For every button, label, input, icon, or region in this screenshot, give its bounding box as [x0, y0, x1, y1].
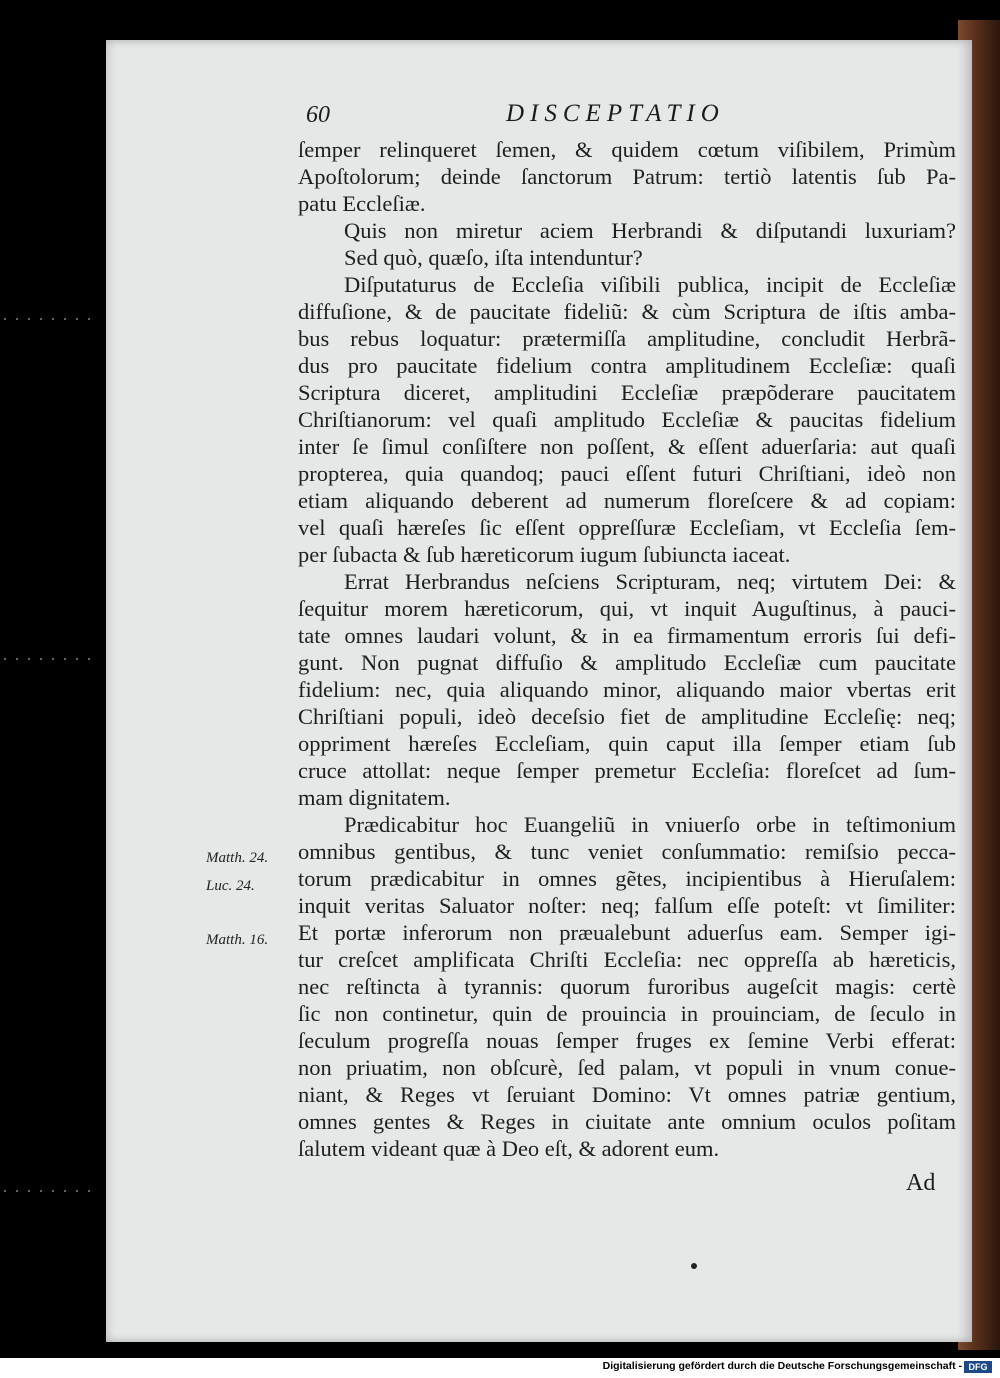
edge-marks	[4, 318, 100, 320]
text-line: bus rebus loquatur: prætermiſſa amplitudine, concludit Herbrã-	[298, 326, 956, 351]
footer-bar	[0, 1358, 1000, 1378]
text-line: Errat Herbrandus neſciens Scripturam, neq; virtutem Dei: &	[344, 569, 956, 594]
text-line: niant, & Reges vt ſeruiant Domino: Vt omnes patriæ gentium,	[298, 1082, 956, 1107]
text-line: propterea, quia quandoq; pauci eſſent futuri Chriſtiani, ideò non	[298, 461, 956, 486]
running-head: DISCEPTATIO	[506, 100, 725, 127]
text-line: Chriſtianorum: vel quaſi amplitudo Eccleſiæ & paucitas fidelium	[298, 407, 956, 432]
text-line: etiam aliquando deberent ad numerum floreſcere & ad copiam:	[298, 488, 956, 513]
dfg-logo: DFG	[964, 1361, 992, 1373]
text-line: per ſubacta & ſub hæreticorum iugum ſubiuncta iaceat.	[298, 542, 791, 567]
text-line: inquit veritas Saluator noſter: neq; falſum eſſe poteſt: vt ſimiliter:	[298, 893, 956, 918]
text-line: cruce attollat: neque ſemper premetur Eccleſia: floreſcet ad ſum-	[298, 758, 956, 783]
body-text	[298, 136, 956, 1162]
text-line: ſalutem videant quæ à Deo eſt, & adorent eum.	[298, 1136, 720, 1161]
text-line: dus pro paucitate fidelium contra amplitudinem Eccleſiæ: quaſi	[298, 353, 956, 378]
text-line: tur creſcet amplificata Chriſti Eccleſia: nec oppreſſa ab hæreticis,	[298, 947, 956, 972]
text-line: ſemper relinqueret ſemen, & quidem cœtum viſibilem, Primùm	[298, 137, 956, 162]
text-line: vel quaſi hæreſes ſic eſſent oppreſſuræ Eccleſiam, vt Eccleſia ſem-	[298, 515, 956, 540]
text-line: ſequitur morem hæreticorum, qui, vt inquit Auguſtinus, à pauci-	[298, 596, 956, 621]
text-line: Sed quò, quæſo, iſta intenduntur?	[344, 245, 643, 270]
marginal-note: Matth. 24.	[206, 850, 269, 866]
text-line: Quis non miretur aciem Herbrandi & diſputandi luxuriam?	[344, 218, 956, 243]
text-line: omnibus gentibus, & tunc veniet conſummatio: remiſsio pecca-	[298, 839, 956, 864]
text-line: diffuſione, & de paucitate fideliũ: & cùm Scriptura de iſtis amba-	[298, 299, 956, 324]
marginal-note: Luc. 24.	[206, 878, 255, 894]
text-line: Et portæ inferorum non præualebunt aduerſus eam. Semper igi-	[298, 920, 956, 945]
page-number: 60	[306, 102, 330, 128]
catchword: Ad	[906, 1170, 936, 1196]
text-line: nec reſtincta à tyrannis: quorum furoribus augeſcit magis: certè	[298, 974, 956, 999]
funding-credit: Digitalisierung gefördert durch die Deutsche Forschungsgemeinschaft -	[602, 1360, 962, 1372]
text-line: fidelium: nec, quia aliquando minor, aliquando maior vbertas erit	[298, 677, 956, 702]
marginal-note: Matth. 16.	[206, 932, 269, 948]
text-line: patu Eccleſiæ.	[298, 191, 426, 216]
text-line: oppriment hæreſes Eccleſiam, quin caput illa ſemper etiam ſub	[298, 731, 956, 756]
text-line: mam dignitatem.	[298, 785, 451, 810]
page-dot	[691, 1263, 697, 1269]
text-line: Prædicabitur hoc Euangeliũ in vniuerſo orbe in teſtimonium	[344, 812, 956, 837]
text-line: tate omnes laudari volunt, & in ea firmamentum erroris ſui defi-	[298, 623, 956, 648]
edge-marks	[4, 658, 100, 660]
text-line: Apoſtolorum; deinde ſanctorum Patrum: tertiò latentis ſub Pa-	[298, 164, 956, 189]
text-line: Diſputaturus de Eccleſia viſibili publica, incipit de Eccleſiæ	[344, 272, 956, 297]
edge-marks	[4, 1190, 100, 1192]
page-header	[306, 98, 966, 134]
text-line: Chriſtiani populi, ideò deceſsio fiet de amplitudine Eccleſię: neq;	[298, 704, 956, 729]
text-line: omnes gentes & Reges in ciuitate ante omnium oculos poſitam	[298, 1109, 956, 1134]
text-line: non priuatim, non obſcurè, ſed palam, vt populi in vnum conue-	[298, 1055, 956, 1080]
text-line: gunt. Non pugnat diffuſio & amplitudo Eccleſiæ cum paucitate	[298, 650, 956, 675]
text-line: ſeculum progreſſa nouas ſemper fruges ex ſemine Verbi efferat:	[298, 1028, 956, 1053]
text-line: Scriptura diceret, amplitudini Eccleſiæ præpõderare paucitatem	[298, 380, 956, 405]
text-line: ſic non continetur, quin de prouincia in prouinciam, de ſeculo in	[298, 1001, 956, 1026]
text-line: inter ſe ſimul conſiſtere non poſſent, & eſſent aduerſaria: aut quaſi	[298, 434, 956, 459]
text-line: torum prædicabitur in omnes gẽtes, incipientibus à Hieruſalem:	[298, 866, 956, 891]
